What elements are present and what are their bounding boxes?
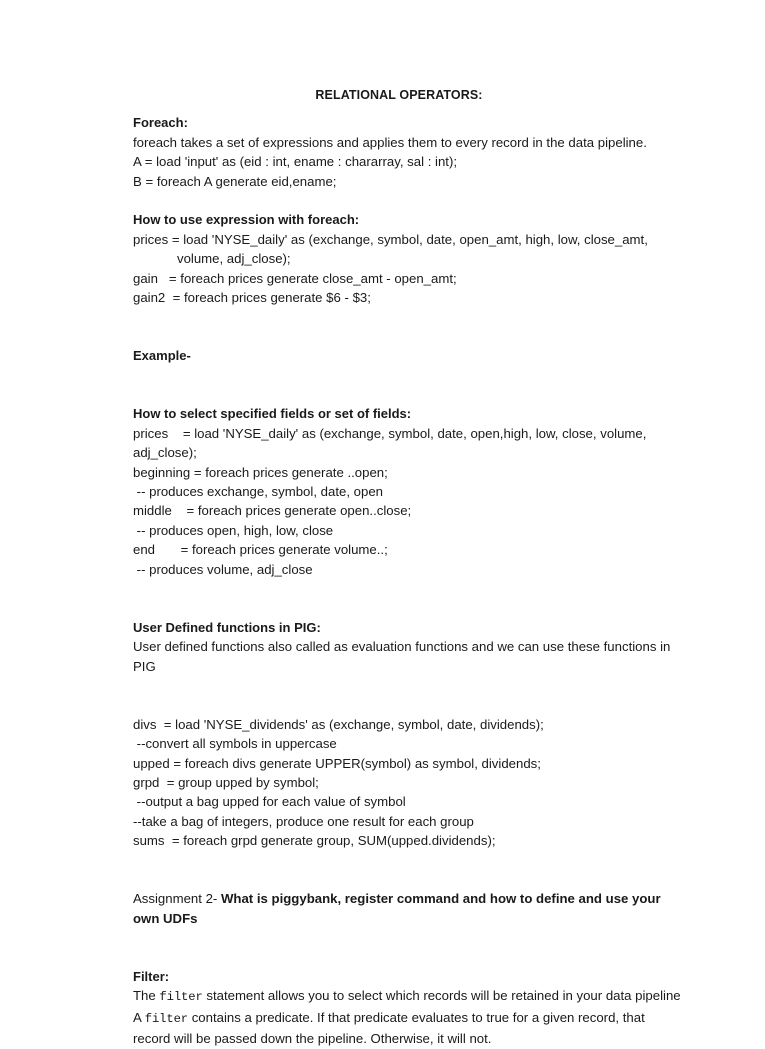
udf-section [133,618,683,890]
text-line: -- produces exchange, symbol, date, open [133,484,383,500]
text-line: -- produces volume, adj_close [133,561,313,577]
text-line: foreach takes a set of expressions and applies them to every record in the data pipeline. [133,134,647,150]
text-line: sums = foreach grpd generate group, SUM(upped.dividends); [133,833,496,849]
assignment-line [133,889,683,928]
spacer [133,191,683,210]
filter-text-b: contains a predicate. If that predicate evaluates to true for a given record, that record will be passed down the pipeline. Otherwise, it will not. [133,1009,649,1047]
spacer [133,928,683,947]
filter-keyword: filter [144,1011,189,1026]
assignment-text: What is piggybank, register command and how to define and use your own UDFs [133,891,665,926]
spacer [133,385,683,404]
assignment-prefix: Assignment 2- [133,891,221,907]
section-heading: User Defined functions in PIG: [133,619,321,635]
example-section [133,346,683,404]
text-line: end = foreach prices generate volume..; [133,542,388,558]
document-body [133,113,683,889]
spacer [133,948,683,967]
spacer [133,695,683,714]
expression-section [133,210,683,346]
text-line: --convert all symbols in uppercase [133,736,337,752]
filter-keyword: filter [159,990,203,1005]
text-line: gain = foreach prices generate close_amt - open_amt; [133,270,457,286]
text-line: volume, adj_close); [133,251,291,267]
section-heading: How to select specified fields or set of fields: [133,406,412,422]
text-line: upped = foreach divs generate UPPER(symbol) as symbol, dividends; [133,755,541,771]
text-line: divs = load 'NYSE_dividends' as (exchange, symbol, date, dividends); [133,716,544,732]
filter-heading: Filter: [133,969,170,985]
text-line: middle = foreach prices generate open..close; [133,503,412,519]
spacer [133,307,683,326]
spacer [133,851,683,870]
text-line: gain2 = foreach prices generate $6 - $3; [133,290,371,306]
text-line: prices = load 'NYSE_daily' as (exchange, symbol, date, open,high, low, close, volume, [133,425,647,441]
spacer [133,579,683,598]
text-line: B = foreach A generate eid,ename; [133,173,337,189]
spacer [133,327,683,346]
text-line: User defined functions also called as evaluation functions and we can use these functions in PIG [133,639,675,674]
text-line: -- produces open, high, low, close [133,522,334,538]
text-line: grpd = group upped by symbol; [133,775,319,791]
filter-text-a: A [133,1009,145,1025]
spacer [133,676,683,695]
page-title: RELATIONAL OPERATORS: [315,88,483,102]
spacer [133,870,683,889]
text-line: A = load 'input' as (eid : int, ename : chararray, sal : int); [133,154,458,170]
text-line: prices = load 'NYSE_daily' as (exchange, symbol, date, open_amt, high, low, close_amt, [133,231,648,247]
select-fields-section [133,404,683,617]
filter-text-b: statement allows you to select which records will be retained in your data pipeline [202,988,681,1004]
section-heading: Example- [133,348,191,364]
text-line: beginning = foreach prices generate ..open; [133,464,388,480]
text-line: adj_close); [133,445,197,461]
spacer [133,598,683,617]
section-heading: How to use expression with foreach: [133,212,360,228]
section-heading: Foreach: [133,115,188,131]
text-line: --output a bag upped for each value of symbol [133,794,406,810]
foreach-section [133,113,683,210]
text-line: --take a bag of integers, produce one result for each group [133,813,474,829]
filter-text-a: The [133,988,160,1004]
filter-description-line-2 [133,1008,683,1049]
spacer [133,366,683,385]
